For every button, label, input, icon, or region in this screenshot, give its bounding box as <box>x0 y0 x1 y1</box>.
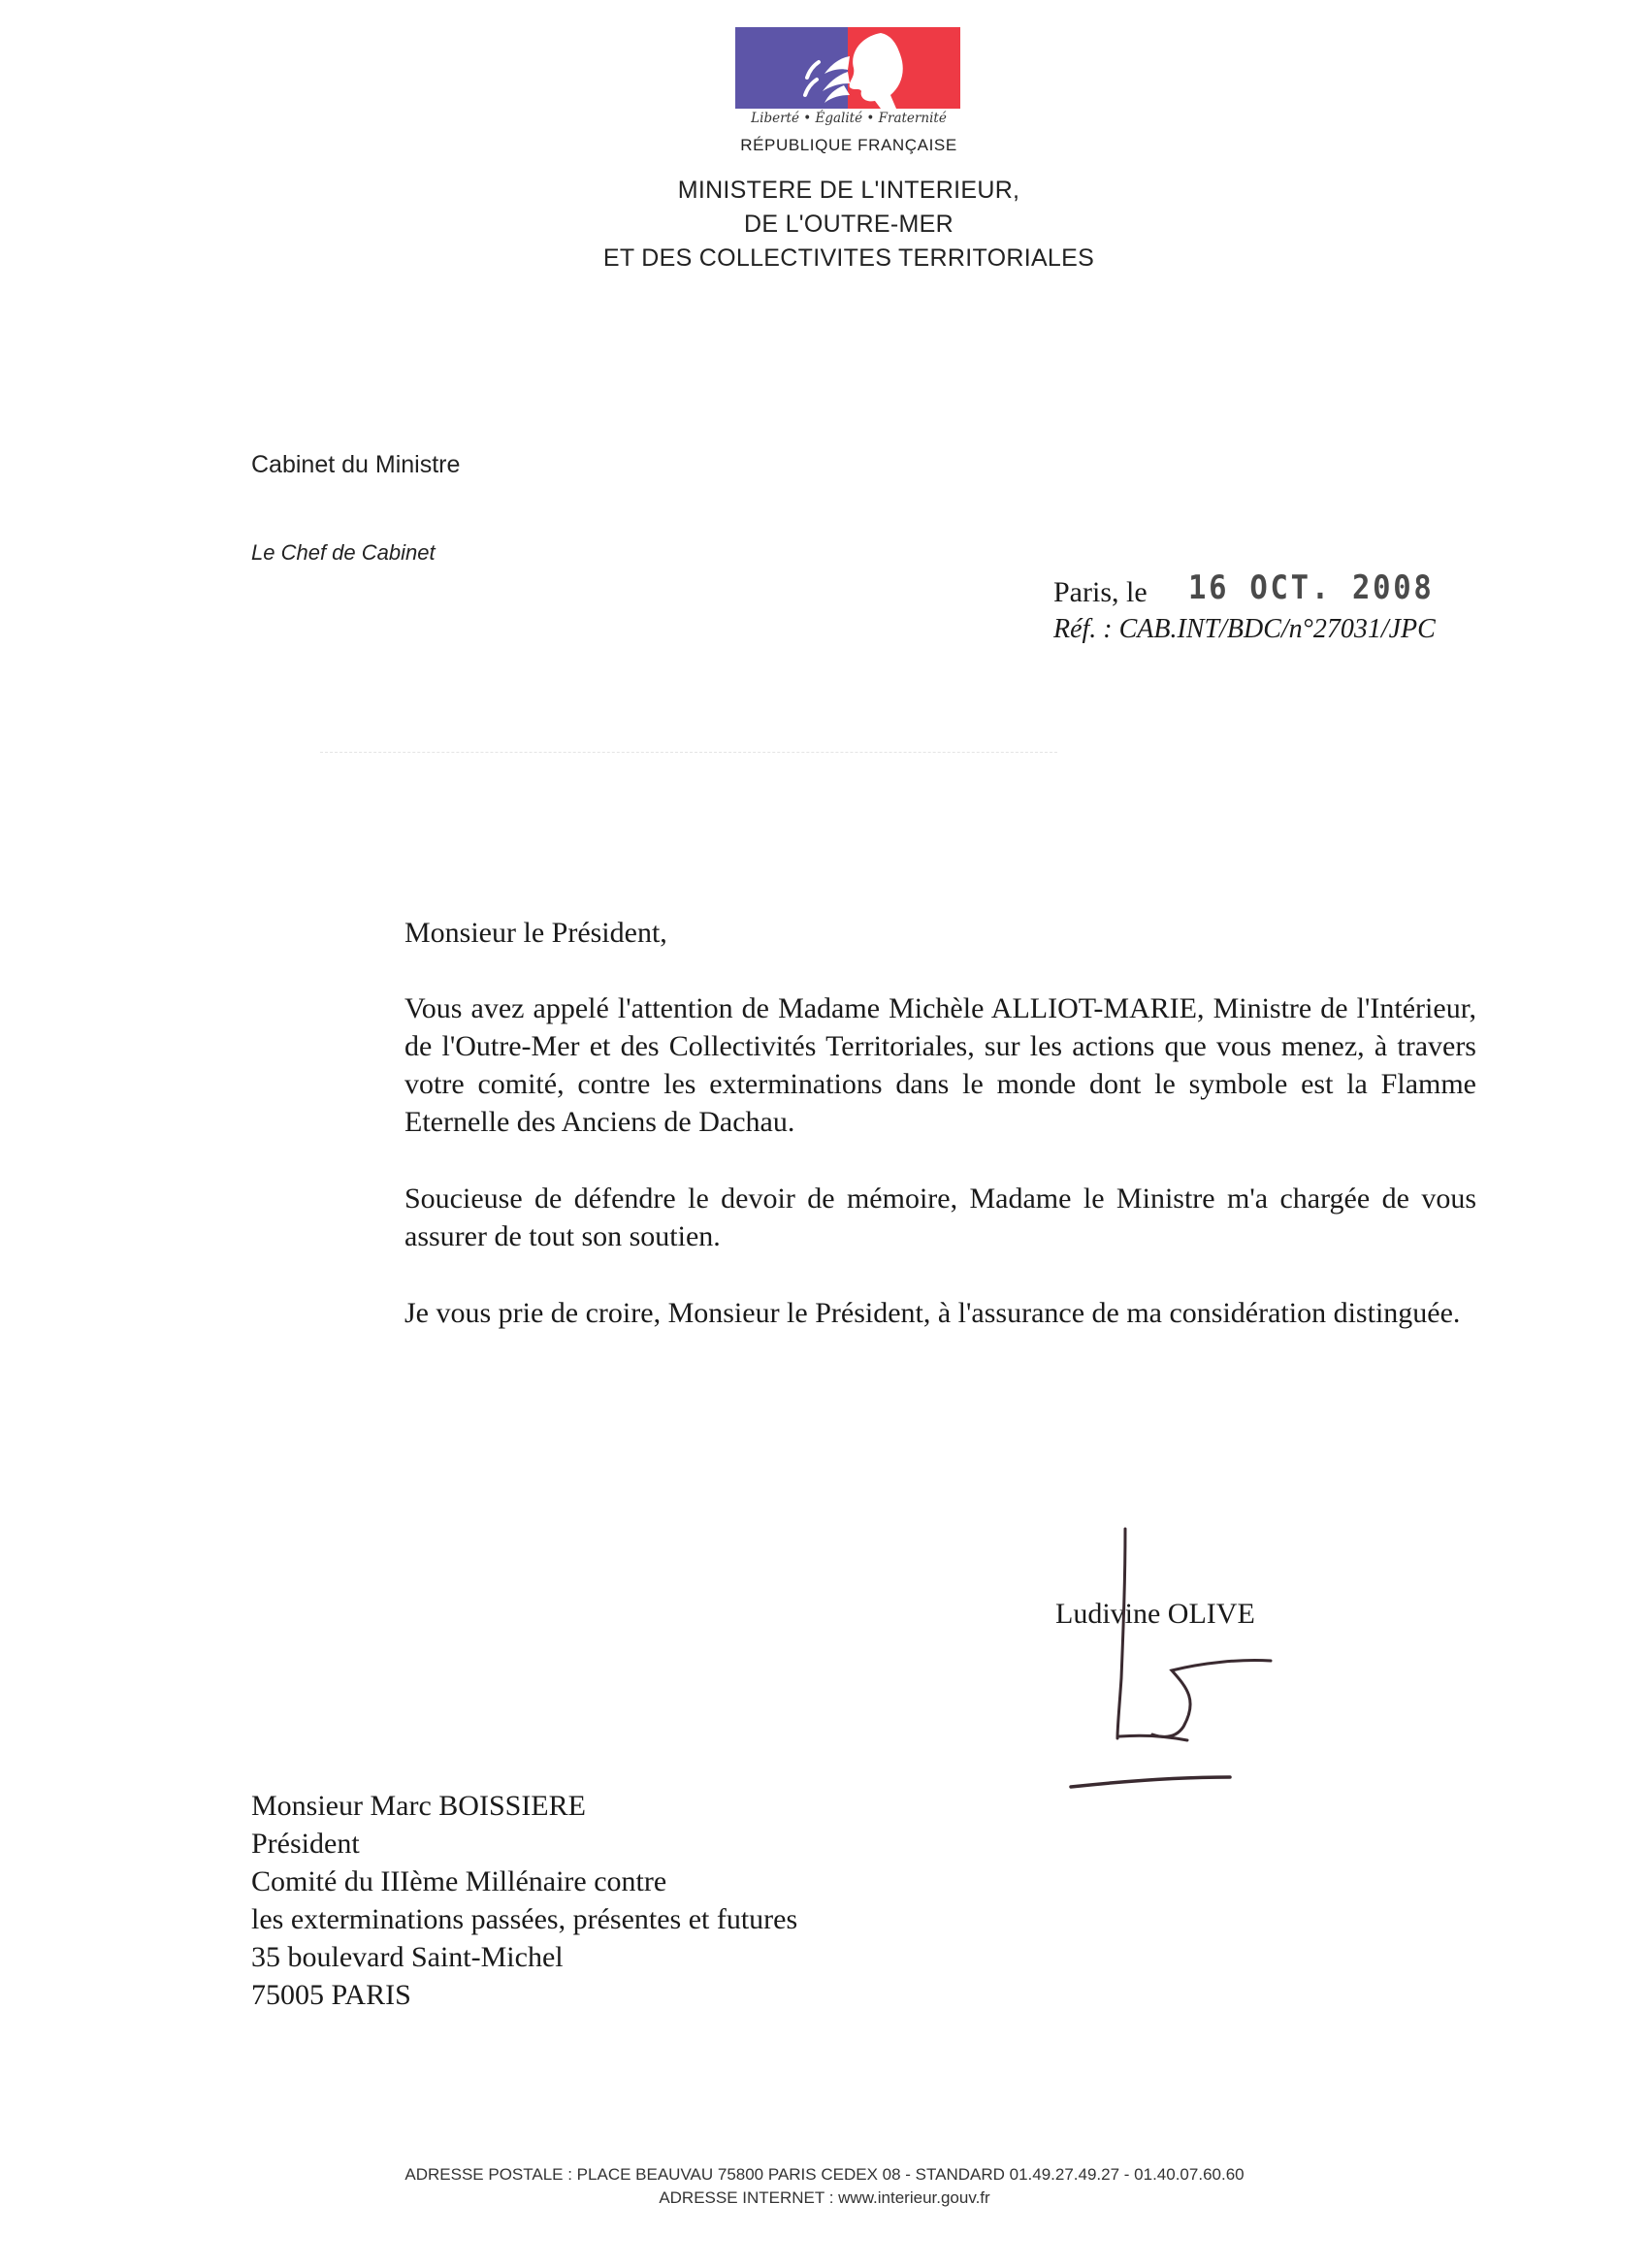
date-place: Paris, le <box>1053 576 1148 608</box>
ministry-name-line-1: MINISTERE DE L'INTERIEUR, <box>677 177 1020 204</box>
recipient-line-6: 75005 PARIS <box>251 1979 411 2011</box>
footer-website: ADRESSE INTERNET : www.interieur.gouv.fr <box>659 2188 990 2207</box>
recipient-line-2: Président <box>251 1828 360 1860</box>
signer-name: Ludivine OLIVE <box>1055 1598 1255 1630</box>
republic-motto: Liberté • Égalité • Fraternité <box>751 111 947 126</box>
date-stamp: 16 OCT. 2008 <box>1188 568 1435 607</box>
republic-name: RÉPUBLIQUE FRANÇAISE <box>740 136 957 154</box>
marianne-logo <box>735 27 960 109</box>
reference-number: Réf. : CAB.INT/BDC/n°27031/JPC <box>1053 614 1436 644</box>
recipient-line-3: Comité du IIIème Millénaire contre <box>251 1865 667 1897</box>
recipient-line-5: 35 boulevard Saint-Michel <box>251 1941 564 1973</box>
ministry-name-line-3: ET DES COLLECTIVITES TERRITORIALES <box>602 244 1095 272</box>
footer-postal-address: ADRESSE POSTALE : PLACE BEAUVAU 75800 PARIS CEDEX 08 - STANDARD 01.49.27.49.27 - 01.40.07.60.60 <box>404 2165 1245 2184</box>
scan-artifact-line <box>320 752 1057 753</box>
salutation: Monsieur le Président, <box>404 917 667 949</box>
handwritten-signature <box>1057 1523 1290 1804</box>
ministry-name-line-2: DE L'OUTRE-MER <box>744 211 954 238</box>
recipient-line-4: les exterminations passées, présentes et futures <box>251 1903 798 1935</box>
sender-department: Cabinet du Ministre <box>251 451 461 478</box>
body-paragraph-1: Vous avez appelé l'attention de Madame Michèle ALLIOT-MARIE, Ministre de l'Intérieur, de l'Outre-Mer et des Collectivités Territoriales, sur les actions que vous menez, à travers votre comité, contre les exterminations dans le monde dont le symbole est la Flamme Eternelle des Anciens de Dachau. <box>404 992 1476 1138</box>
body-paragraph-2: Soucieuse de défendre le devoir de mémoire, Madame le Ministre m'a chargée de vous assurer de tout son soutien. <box>404 1183 1476 1252</box>
body-paragraph-3: Je vous prie de croire, Monsieur le Président, à l'assurance de ma considération distinguée. <box>404 1297 1461 1329</box>
recipient-line-1: Monsieur Marc BOISSIERE <box>251 1790 586 1822</box>
sender-title: Le Chef de Cabinet <box>251 540 436 565</box>
